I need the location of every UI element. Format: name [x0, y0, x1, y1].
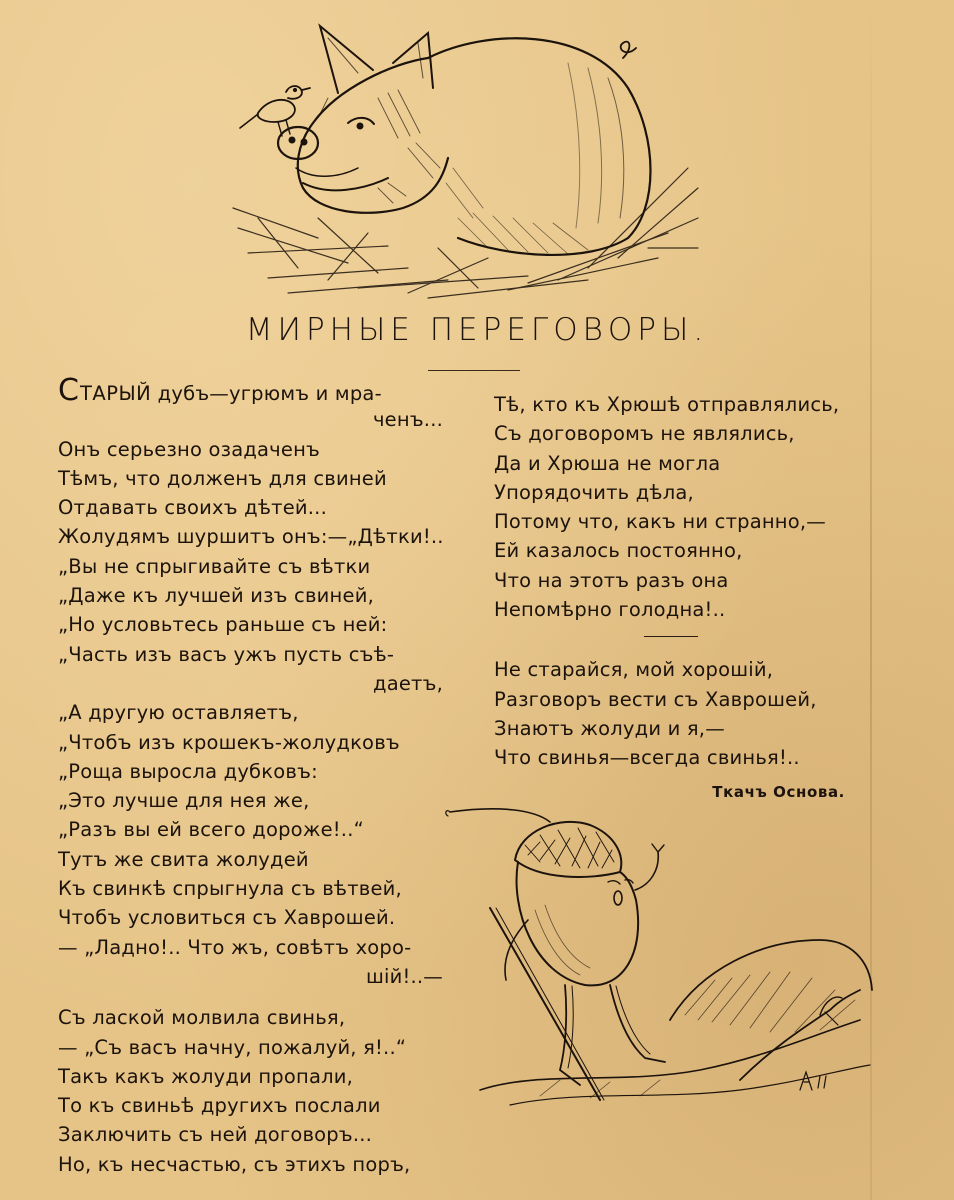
author-signature: Ткачъ Основа. [712, 782, 845, 801]
poem-line: „Это лучше для нея же, [58, 789, 310, 813]
poem-line: ченъ... [372, 408, 443, 432]
poem-line: Тѣ, кто къ Хрюшѣ отправлялись, [494, 393, 840, 416]
first-word-rest: ТАРЫЙ [79, 382, 152, 405]
right-column [494, 390, 859, 801]
poem-line: „Роща выросла дубковъ: [58, 759, 318, 783]
poem-line: Отдавать своихъ дѣтей... [58, 496, 327, 520]
stanza-left-2 [58, 1003, 443, 1179]
poem-line: — „Ладно!.. Что жъ, совѣтъ хоро- [58, 935, 412, 959]
poem-line: Не старайся, мой хорошій, [494, 658, 774, 682]
poem-line: Но, къ несчастью, съ этихъ поръ, [58, 1152, 411, 1176]
pig-illustration [228, 18, 708, 303]
poem-line: — „Съ васъ начну, пожалуй, я!..“ [58, 1035, 407, 1059]
poem-line: „А другую оставляетъ, [58, 701, 299, 725]
poem-line: Чтобъ условиться съ Хаврошей. [58, 906, 396, 930]
poem-line: То къ свиньѣ другихъ послали [58, 1094, 381, 1118]
poem-line: Такъ какъ жолуди пропали, [58, 1064, 354, 1088]
poem-line: Ей казалось постоянно, [494, 539, 743, 563]
poem-line: Что на этотъ разъ она [494, 568, 729, 592]
poem-line: Заключить съ ней договоръ... [58, 1123, 373, 1147]
stanza-gap [58, 991, 443, 1003]
poem-line: Да и Хрюша не могла [494, 451, 721, 475]
poem-line: шій!..— [365, 964, 443, 988]
poem-line: Потому что, какъ ни странно,— [494, 510, 826, 534]
poem-line: Къ свинкѣ спрыгнула съ вѣтвей, [58, 877, 402, 901]
poem-line: Знаютъ жолуди и я,— [494, 716, 725, 740]
poem-line: Что свинья—всегда свинья!.. [494, 746, 800, 770]
stanza-right-2 [494, 655, 859, 772]
poem-line: Разговоръ вести съ Хаврошей, [494, 687, 817, 711]
poem-line: „Но условьтесь раньше съ ней: [58, 613, 388, 637]
poem-title: МИРНЫЕ ПЕРЕГОВОРЫ. [245, 312, 709, 348]
first-line [58, 373, 443, 408]
poem-line: Съ договоромъ не являлись, [494, 422, 795, 446]
poem-line: Упорядочить дѣла, [494, 480, 694, 504]
poem-line: Тутъ же свита жолудей [58, 847, 309, 871]
poem-line: даетъ, [373, 671, 443, 695]
poem-line: Непомѣрно голодна!.. [494, 598, 726, 622]
poem-line: „Разъ вы ей всего дороже!..“ [58, 818, 364, 842]
first-line-tail: дубъ—угрюмъ и мра- [157, 382, 382, 405]
stanza-left-1 [58, 405, 443, 991]
stanza-separator [644, 636, 698, 637]
poem-line: „Чтобъ изъ крошекъ-жолудковъ [58, 730, 400, 754]
left-column [58, 373, 444, 1179]
drop-cap: С [58, 373, 80, 408]
poem-line: „Часть изъ васъ ужъ пусть съѣ- [58, 642, 395, 666]
acorn-illustration [440, 800, 880, 1130]
poem-line: „Вы не спрыгивайте съ вѣтки [58, 554, 371, 578]
title-divider [428, 370, 520, 371]
poem-line: „Даже къ лучшей изъ свиней, [58, 584, 374, 608]
poem-line: Онъ серьезно озадаченъ [58, 437, 321, 461]
poem-line: Съ лаской молвила свинья, [58, 1006, 346, 1030]
poem-line: Жолудямъ шуршитъ онъ:—„Дѣтки!.. [58, 525, 444, 549]
stanza-right-1 [494, 390, 859, 624]
poem-line: Тѣмъ, что долженъ для свиней [58, 466, 387, 490]
